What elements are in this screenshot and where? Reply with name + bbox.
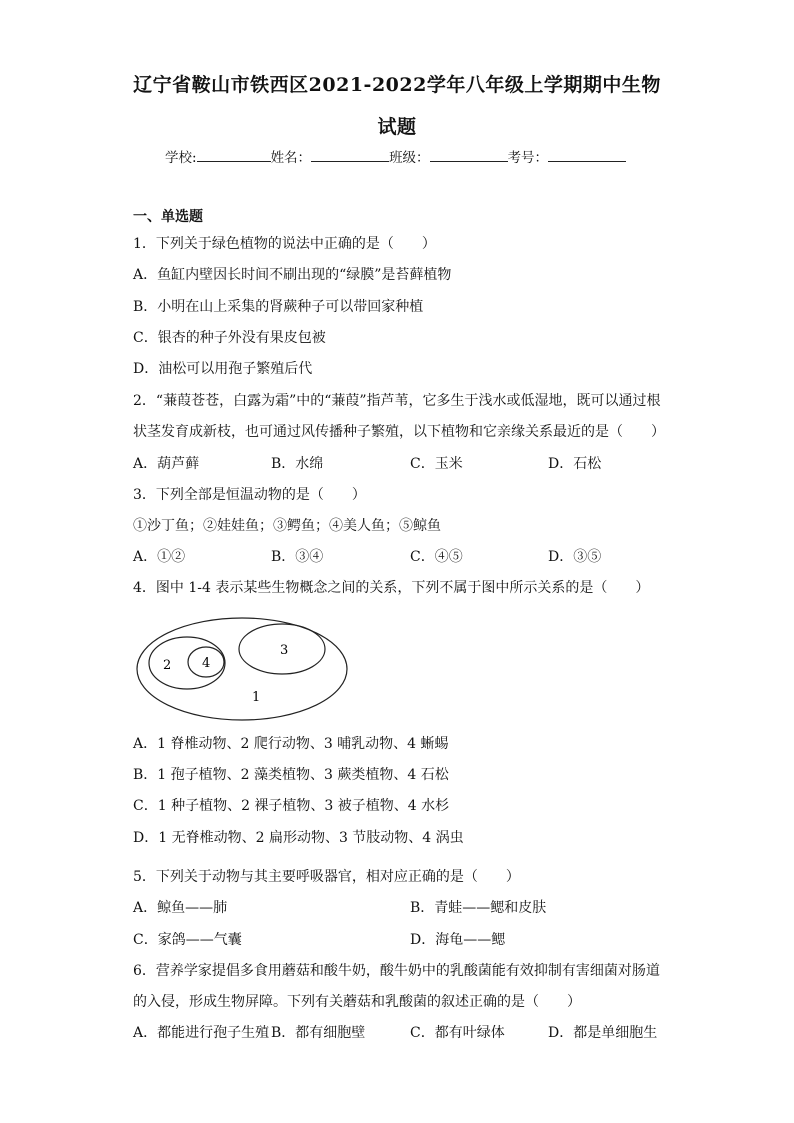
- question-1-option-c[interactable]: C．银杏的种子外没有果皮包被: [133, 330, 326, 346]
- label-1: 1: [252, 690, 261, 705]
- student-info-row: [165, 146, 626, 166]
- circle-2: [149, 637, 225, 689]
- question-6-option-a[interactable]: A．都能进行孢子生殖: [133, 1025, 270, 1041]
- label-2: 2: [163, 658, 172, 673]
- venn-diagram: [135, 615, 350, 723]
- question-2-stem-line2: 状茎发育成新枝，也可通过风传播种子繁殖，以下植物和它亲缘关系最近的是（ ）: [133, 424, 665, 440]
- question-3-option-a[interactable]: A．①②: [133, 549, 186, 565]
- question-2-option-a[interactable]: A．葫芦藓: [133, 456, 200, 472]
- question-6-stem-line2: 的入侵，形成生物屏障。下列有关蘑菇和乳酸菌的叙述正确的是（ ）: [133, 994, 581, 1010]
- question-2-option-d[interactable]: D．石松: [548, 456, 602, 472]
- question-5-option-b[interactable]: B．青蛙——鳃和皮肤: [410, 900, 547, 916]
- question-5-stem: 5．下列关于动物与其主要呼吸器官，相对应正确的是（ ）: [133, 869, 520, 885]
- question-4-option-c[interactable]: C．1 种子植物、2 裸子植物、3 被子植物、4 水杉: [133, 798, 450, 814]
- question-1-stem: 1．下列关于绿色植物的说法中正确的是（ ）: [133, 236, 436, 252]
- label-3: 3: [280, 643, 289, 658]
- label-4: 4: [202, 656, 211, 671]
- question-2-stem-line1: 2．“蒹葭苍苍，白露为霜”中的“蒹葭”指芦苇，它多生于浅水或低湿地，既可以通过根: [133, 393, 661, 409]
- exam-title-line2: 试题: [377, 116, 417, 138]
- question-3-items: ①沙丁鱼；②娃娃鱼；③鳄鱼；④美人鱼；⑤鲸鱼: [133, 518, 441, 534]
- exam-number-blank[interactable]: [548, 149, 626, 162]
- question-6-stem-line1: 6．营养学家提倡多食用蘑菇和酸牛奶，酸牛奶中的乳酸菌能有效抑制有害细菌对肠道: [133, 963, 660, 979]
- question-1-option-b[interactable]: B．小明在山上采集的肾蕨种子可以带回家种植: [133, 299, 424, 315]
- exam-number-label: 考号：: [507, 150, 549, 166]
- class-label: 班级：: [389, 150, 430, 166]
- section-title: 一、单选题: [133, 209, 203, 225]
- question-1-option-d[interactable]: D．油松可以用孢子繁殖后代: [133, 361, 313, 377]
- question-6-option-c[interactable]: C．都有叶绿体: [410, 1025, 505, 1041]
- question-4-stem: 4．图中 1-4 表示某些生物概念之间的关系，下列不属于图中所示关系的是（ ）: [133, 580, 650, 596]
- question-3-stem: 3．下列全部是恒温动物的是（ ）: [133, 487, 366, 503]
- question-4-option-a[interactable]: A．1 脊椎动物、2 爬行动物、3 哺乳动物、4 蜥蜴: [133, 736, 449, 752]
- question-5-option-d[interactable]: D．海龟——鳃: [410, 932, 506, 948]
- question-6-option-b[interactable]: B．都有细胞壁: [271, 1025, 366, 1041]
- school-label: 学校:: [165, 150, 197, 166]
- exam-title-line1: 辽宁省鞍山市铁西区2021-2022学年八年级上学期期中生物: [133, 74, 661, 96]
- question-1-option-a[interactable]: A．鱼缸内壁因长时间不刷出现的“绿膜”是苔藓植物: [133, 267, 452, 283]
- name-label: 姓名：: [270, 150, 312, 166]
- question-5-option-c[interactable]: C．家鸽——气囊: [133, 932, 242, 948]
- question-6-option-d[interactable]: D．都是单细胞生: [548, 1025, 658, 1041]
- school-blank[interactable]: [197, 149, 271, 162]
- question-3-option-d[interactable]: D．③⑤: [548, 549, 602, 565]
- question-4-option-b[interactable]: B．1 孢子植物、2 藻类植物、3 蕨类植物、4 石松: [133, 767, 449, 783]
- question-2-option-c[interactable]: C．玉米: [410, 456, 463, 472]
- name-blank[interactable]: [311, 149, 389, 162]
- question-5-option-a[interactable]: A．鲸鱼——肺: [133, 900, 228, 916]
- question-3-option-c[interactable]: C．④⑤: [410, 549, 463, 565]
- question-4-option-d[interactable]: D．1 无脊椎动物、2 扁形动物、3 节肢动物、4 涡虫: [133, 830, 464, 846]
- question-3-option-b[interactable]: B．③④: [271, 549, 324, 565]
- class-blank[interactable]: [430, 149, 508, 162]
- question-2-option-b[interactable]: B．水绵: [271, 456, 324, 472]
